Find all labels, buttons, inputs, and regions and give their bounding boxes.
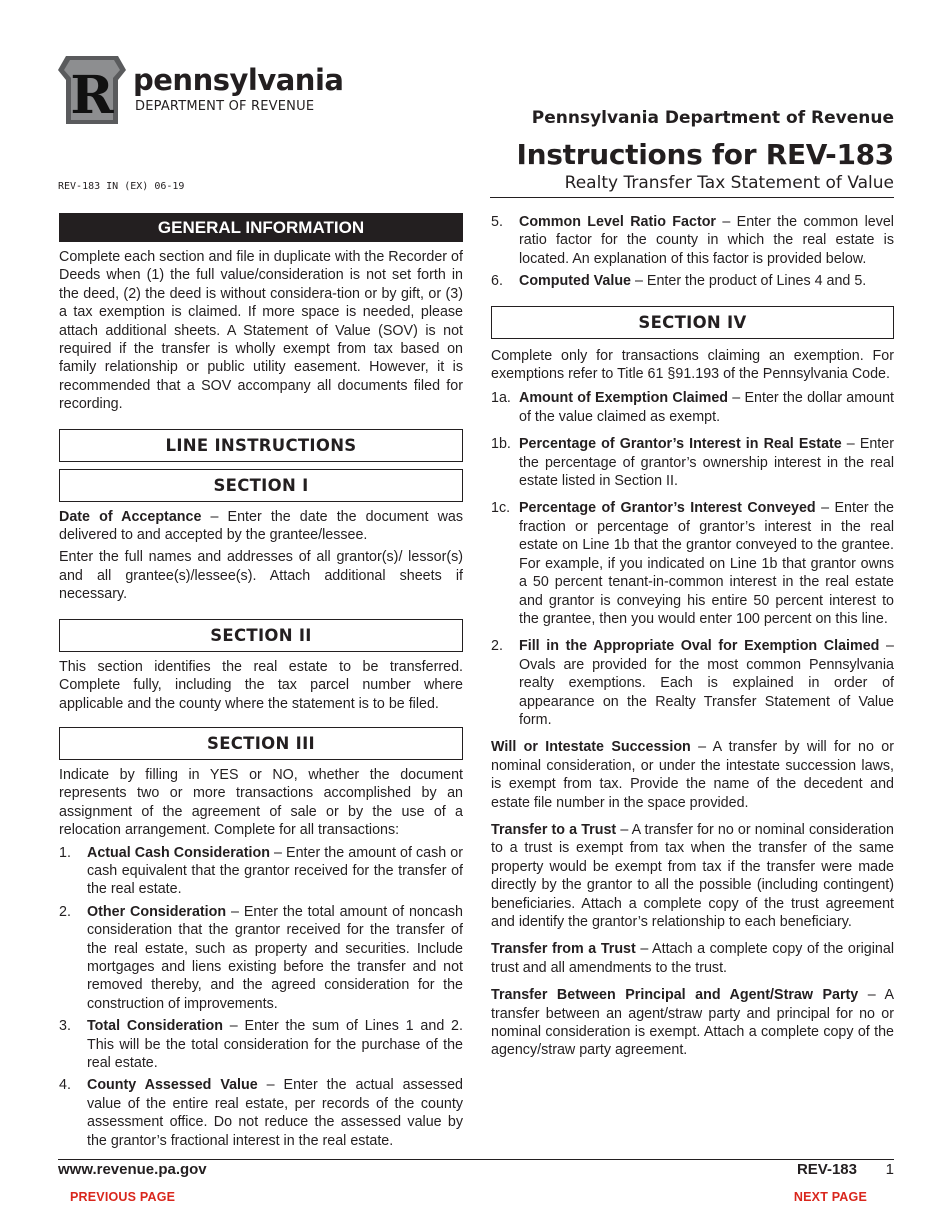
logo-wordmark: pennsylvania [133,63,344,97]
exemption-paragraph: Transfer from a Trust – Attach a complete copy of the original trust and all amendments to the trust. [491,941,894,976]
keystone-logo-icon [58,56,126,124]
section-3-text: Indicate by filling in YES or NO, whether the document represents two or more transactions accomplished by an assignment of the agreement of sale or by the use of a relocation arrangement. Complete for all transactions: [59,766,463,839]
header-divider [490,197,894,198]
footer-form-number: REV-183 [796,1161,857,1178]
line-instructions-heading: LINE INSTRUCTIONS [59,429,463,462]
exemption-paragraph: Transfer Between Principal and Agent/Straw Party – A transfer between an agent/straw party and principal for no or nominal consideration is exempt. Attach a complete copy of the agency/straw party agreement. [491,987,894,1059]
list-item: 1c. Percentage of Grantor’s Interest Conveyed – Enter the fraction or percentage of grantor’s interest in the real estate on Line 1b that the grantor conveyed to the grantee. For example, if you indicated on Line 1b that grantor owns a 50 percent tenant-in-common interest in the real estate and grantor is conveying his entire 50 percent interest to the grantee, then you would enter 100 percent on this line. [491,500,894,627]
footer-url: www.revenue.pa.gov [58,1161,207,1178]
list-item: 3. Total Consideration – Enter the sum of Lines 1 and 2. This will be the total consideration for the purchase of the real estate. [59,1018,463,1071]
general-info-heading: GENERAL INFORMATION [59,213,463,242]
page-number: 1 [885,1161,894,1178]
list-item: 1a. Amount of Exemption Claimed – Enter the dollar amount of the value claimed as exempt. [491,390,894,425]
list-item: 1. Actual Cash Consideration – Enter the amount of cash or cash equivalent that the grantor received for the transfer of the real estate. [59,844,464,898]
left-column [59,213,463,1150]
pa-revenue-logo [58,56,344,126]
section-1-heading: SECTION I [59,469,463,502]
section-4-text: Complete only for transactions claiming an exemption. For exemptions refer to Title 61 §91.193 of the Pennsylvania Code. [491,347,894,383]
next-page-link[interactable]: NEXT PAGE [793,1190,867,1204]
list-item: 2. Other Consideration – Enter the total amount of noncash consideration that the grantor received for the transfer of the real estate, such as property and securities. Include mortgages and liens existing before the transfer and not removed thereby, and the agreed consideration for the construction of improvements. [59,903,464,1012]
list-item: 6. Computed Value – Enter the product of Lines 4 and 5. [491,273,867,290]
exemption-paragraph: Will or Intestate Succession – A transfer by will for no or nominal consideration, or under the intestate succession laws, is exempt from tax. Provide the name of the decedent and estate file number in the space provided. [491,739,894,811]
exemption-paragraph: Transfer to a Trust – A transfer for no or nominal consideration to a trust is exempt from tax when the transfer of the same property would be exempt from tax if the transfer were made directly by the grantor to all the possible (including contingent) beneficiaries. Attach a complete copy of the trust agreement and identify the grantor’s relationship to each beneficiary. [491,821,894,930]
page-title: Instructions for REV-183 [516,138,894,171]
section-3-heading: SECTION III [59,727,463,760]
list-item: 1b. Percentage of Grantor’s Interest in Real Estate – Enter the percentage of grantor’s ownership interest in the real estate listed in Section II. [491,436,894,490]
form-code: REV-183 IN (EX) 06-19 [58,181,185,192]
right-column [491,213,894,1060]
department-name: Pennsylvania Department of Revenue [531,108,894,128]
previous-page-link[interactable]: PREVIOUS PAGE [70,1190,176,1204]
section-2-heading: SECTION II [59,619,463,652]
logo-subtitle: DEPARTMENT OF REVENUE [135,99,315,114]
svg-text:R: R [70,65,114,124]
list-item: 4. County Assessed Value – Enter the actual assessed value of the entire real estate, per records of the county assessment office. Do not reduce the assessed value by the grantor’s fractional interest in the real estate. [59,1077,463,1149]
list-item: 2. Fill in the Appropriate Oval for Exemption Claimed – Ovals are provided for the most common Pennsylvania realty exemptions. Each is explained in order of appearance on the Realty Transfer Statement of Value form. [491,638,894,728]
section-2-text: This section identifies the real estate to be transferred. Complete fully, including the tax parcel number where applicable and the county where the statement is to be filed. [59,658,463,712]
section-1-names-paragraph: Enter the full names and addresses of all grantor(s)/ lessor(s) and all grantee(s)/lessee(s). Attach additional sheets if necessary. [59,549,463,603]
footer-divider [58,1159,894,1160]
general-info-text: Complete each section and file in duplicate with the Recorder of Deeds when (1) the full value/consideration is not set forth in the deed, (2) the deed is without considera-tion or by gift, or (3) a tax exemption is claimed. If more space is needed, please attach additional sheets. A Statement of Value (SOV) is not required if the transfer is wholly exempt from tax based on family relationship or public utility easement. However, it is recommended that a SOV accompany all documents filed for recording. [59,249,463,413]
page-subtitle: Realty Transfer Tax Statement of Value [564,173,894,193]
section-1-date-paragraph: Date of Acceptance – Enter the date the document was delivered to and accepted by the grantee/lessee. [59,508,463,544]
list-item: 5. Common Level Ratio Factor – Enter the common level ratio factor for the county in which the real estate is located. An explanation of this factor is provided below. [491,214,894,267]
section-4-heading: SECTION IV [491,306,894,339]
